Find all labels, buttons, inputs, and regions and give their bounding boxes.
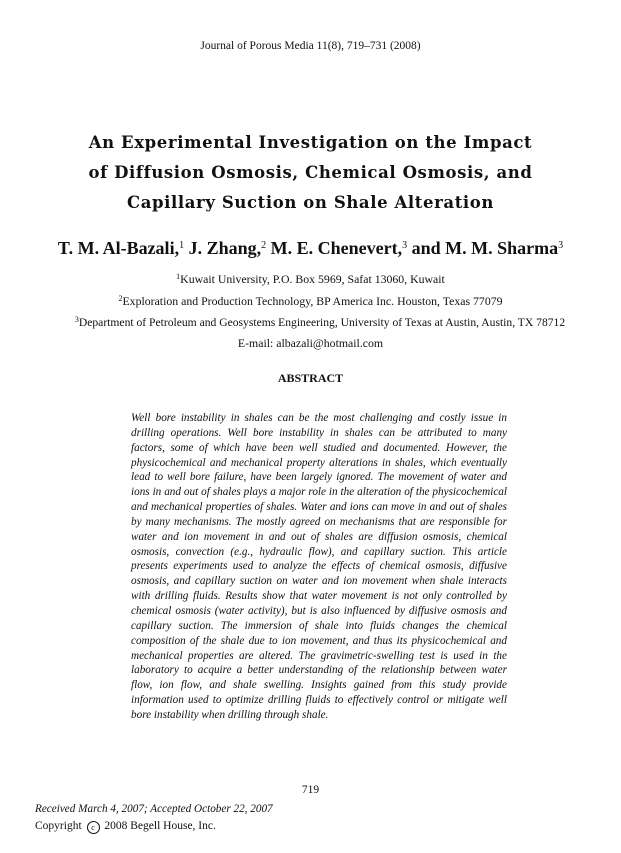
affiliation-text: Exploration and Production Technology, BP America Inc. Houston, Texas 77079	[122, 294, 503, 308]
author-name: J. Zhang,	[188, 238, 262, 258]
affiliation-text: Kuwait University, P.O. Box 5969, Safat 13060, Kuwait	[180, 272, 445, 286]
affiliation-2	[0, 294, 621, 309]
author-affiliation-mark: 2	[261, 240, 267, 251]
copyright-suffix: 2008 Begell House, Inc.	[104, 820, 216, 832]
copyright-notice	[35, 820, 216, 834]
paper-title-line-1: An Experimental Investigation on the Impact	[88, 133, 533, 152]
received-dates: Received March 4, 2007; Accepted October 22, 2007	[35, 803, 273, 815]
affiliation-1	[0, 272, 621, 287]
journal-citation: Journal of Porous Media 11(8), 719–731 (2008)	[200, 40, 421, 52]
affiliation-text: Department of Petroleum and Geosystems Engineering, University of Texas at Austin, Austin, TX 78712	[78, 316, 566, 329]
affiliation-number: 2	[118, 294, 123, 303]
copyright-icon: c	[87, 821, 100, 834]
abstract-body: Well bore instability in shales can be the most challenging and costly issue in drilling operations. Well bore instability in shales can be attributed to many factors, some of which have been well studied and documented. However, the physicochemical and mechanical property alterations in shales, which eventually lead to well bore failure, have been largely ignored. The movement of water and ions in and out of shales plays a major role in the alteration of the physicochemical and mechanical properties of shales. Water and ions can move in and out of shales by many mechanisms. The mostly agreed on mechanisms that are responsible for water and ion movement in and out of shales are diffusion osmosis, chemical osmosis, convection (e.g., hydraulic flow), and capillary suction. This article presents experiments used to analyze the effects of chemical osmosis, diffusive osmosis, and capillary suction on water and ion movement when shale interacts with drilling fluids. Results show that water movement is not only controlled by chemical osmosis (water activity), but is also influenced by diffusive osmosis and capillary suction. The immersion of shale into fluids changes the chemical composition of the shale due to ion movement, and thus its physicochemical and mechanical properties are altered. The gravimetric-swelling test is used in the laboratory to acquire a better understanding of the relationship between water flow, ion flow, and shale swelling. Insights gained from this study provide information used to optimize drilling fluids to effectively control or mitigate well bore instability when drilling through shale.	[131, 412, 507, 721]
paper-title-line-3: Capillary Suction on Shale Alteration	[127, 193, 494, 212]
affiliation-number: 1	[176, 272, 181, 281]
author-affiliation-mark: 1	[179, 240, 185, 251]
copyright-prefix: Copyright	[35, 820, 82, 832]
author-affiliation-mark: 3	[402, 240, 408, 251]
page-number: 719	[301, 784, 320, 796]
contact-email: E-mail: albazali@hotmail.com	[237, 336, 384, 350]
author-name: T. M. Al-Bazali,	[57, 238, 180, 258]
affiliation-number: 3	[74, 315, 79, 324]
affiliation-3	[0, 315, 621, 329]
author-name: M. E. Chenevert,	[270, 238, 403, 258]
paper-title-line-2: of Diffusion Osmosis, Chemical Osmosis, and	[88, 163, 533, 182]
author-list	[0, 238, 621, 259]
author-name: and M. M. Sharma	[411, 238, 559, 258]
author-affiliation-mark: 3	[558, 240, 564, 251]
abstract-heading: ABSTRACT	[277, 371, 344, 385]
